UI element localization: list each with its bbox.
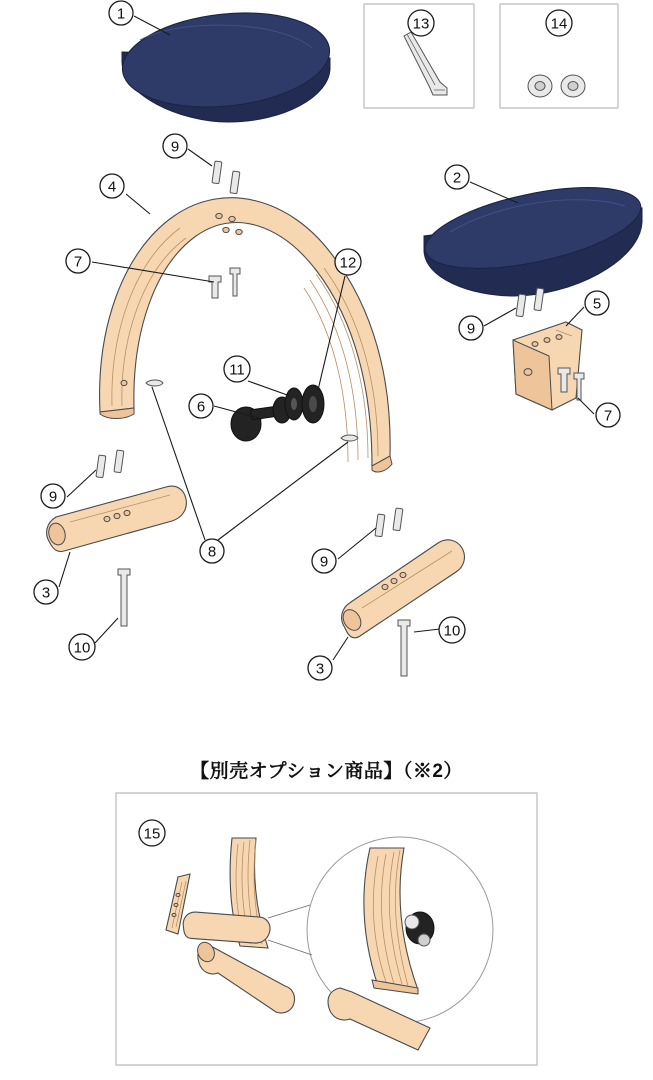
callout-9-left [41, 484, 65, 508]
svg-text:10: 10 [443, 622, 461, 640]
callout-7-left [66, 249, 90, 273]
svg-text:1: 1 [116, 5, 126, 23]
callout-9-bottom [312, 549, 336, 573]
svg-text:14: 14 [550, 15, 568, 33]
callout-9-right [459, 316, 483, 340]
screw-7-left [209, 268, 240, 298]
svg-text:10: 10 [73, 639, 91, 657]
svg-text:6: 6 [196, 398, 206, 416]
callout-7-right [596, 403, 620, 427]
disc-spacer [302, 385, 324, 423]
callout-10-right [439, 617, 465, 643]
callout-1 [109, 1, 133, 25]
washer-ring [285, 388, 303, 420]
svg-text:13: 13 [412, 15, 430, 33]
bolt-9-bottom [375, 508, 403, 537]
svg-text:5: 5 [592, 295, 602, 313]
callout-11 [224, 356, 250, 382]
callout-6 [189, 394, 213, 418]
callout-10-left [69, 634, 95, 660]
svg-text:12: 12 [339, 254, 357, 272]
svg-text:7: 7 [73, 253, 83, 271]
cap-cover-icon-left [528, 75, 552, 97]
long-screw-left [118, 569, 130, 626]
bolt-9-top [212, 161, 240, 194]
callout-8 [200, 539, 224, 563]
callout-13 [408, 10, 434, 36]
callout-5 [585, 291, 609, 315]
svg-text:9: 9 [48, 488, 58, 506]
svg-text:9: 9 [319, 553, 329, 571]
bolt-9-left [96, 450, 124, 478]
callout-2 [445, 165, 469, 189]
svg-text:15: 15 [143, 825, 161, 843]
svg-text:3: 3 [315, 660, 325, 678]
svg-text:9: 9 [466, 320, 476, 338]
callout-3-left [34, 580, 58, 604]
svg-text:3: 3 [41, 584, 51, 602]
callout-4 [100, 174, 124, 198]
option-box [116, 793, 537, 1065]
optional-section-title: 【別売オプション商品】（※2） [190, 761, 463, 782]
svg-text:11: 11 [229, 361, 245, 379]
svg-text:2: 2 [452, 169, 462, 187]
svg-text:4: 4 [107, 178, 117, 196]
callout-15 [139, 820, 165, 846]
svg-text:8: 8 [207, 543, 217, 561]
long-screw-right [398, 620, 410, 676]
bracket [513, 322, 582, 410]
seat-cushion-top [118, 3, 334, 122]
callout-14 [546, 10, 572, 36]
svg-text:9: 9 [170, 138, 180, 156]
seat-cushion-lower [418, 169, 647, 296]
callout-9-top [163, 134, 187, 158]
callout-3-right [308, 656, 332, 680]
callout-12 [335, 249, 361, 275]
svg-text:7: 7 [603, 407, 613, 425]
cap-cover-icon-right [561, 75, 585, 97]
